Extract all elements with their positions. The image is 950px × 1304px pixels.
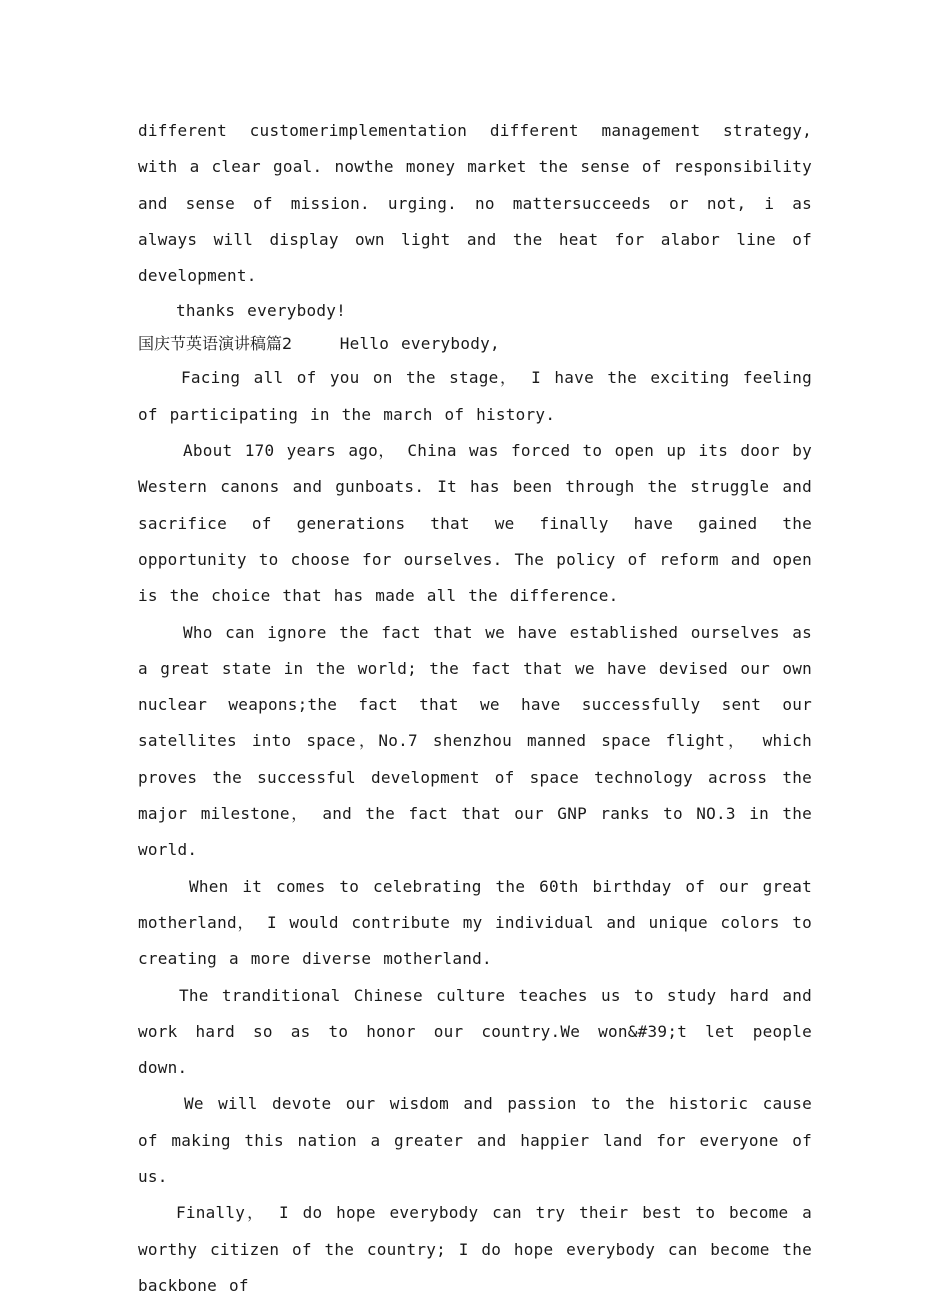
paragraph-history: About 170 years ago， China was forced to open up its door by Western canons and gunboats. It has been through the struggle and sacrifice of generations that we finally have gained the opportunity to choose for ourselves. The policy of reform and open is the choice that has made all the difference. [138, 441, 812, 606]
document-body [138, 113, 812, 1304]
paragraph-closing-strategy: different customerimplementation different management strategy, with a clear goal. nowthe money market the sense of responsibility and sense of mission. urging. no mattersucceeds or not, i as always will display own light and the heat for alabor line of development. [138, 121, 812, 286]
paragraph-achievements: Who can ignore the fact that we have established ourselves as a great state in the world; the fact that we have devised our own nuclear weapons;the fact that we have successfully sent our satellites into space，No.7 shenzhou manned space flight， which proves the successful development of space technology across the major milestone， and the fact that our GNP ranks to NO.3 in the world. [138, 622, 813, 860]
paragraph-celebration: When it comes to celebrating the 60th birthday of our great motherland， I would contribute my individual and unique colors to creating a more diverse motherland. [138, 876, 812, 969]
paragraph-thanks: thanks everybody! [176, 301, 347, 321]
section-heading [138, 327, 812, 360]
spacer [292, 334, 340, 353]
greeting-text: Hello everybody, [339, 334, 500, 354]
paragraph-finally: Finally， I do hope everybody can try their best to become a worthy citizen of the country; I do hope everybody can become the backbone of [138, 1203, 812, 1295]
section-title: 国庆节英语演讲稿篇2 [138, 334, 293, 354]
paragraph-devotion: We will devote our wisdom and passion to the historic cause of making this nation a greater and happier land for everyone of us. [138, 1094, 812, 1187]
paragraph-culture: The tranditional Chinese culture teaches us to study hard and work hard so as to honor our country.We won&#39;t let people down. [138, 985, 812, 1078]
paragraph-facing: Facing all of you on the stage， I have the exciting feeling of participating in the march of history. [138, 368, 812, 424]
